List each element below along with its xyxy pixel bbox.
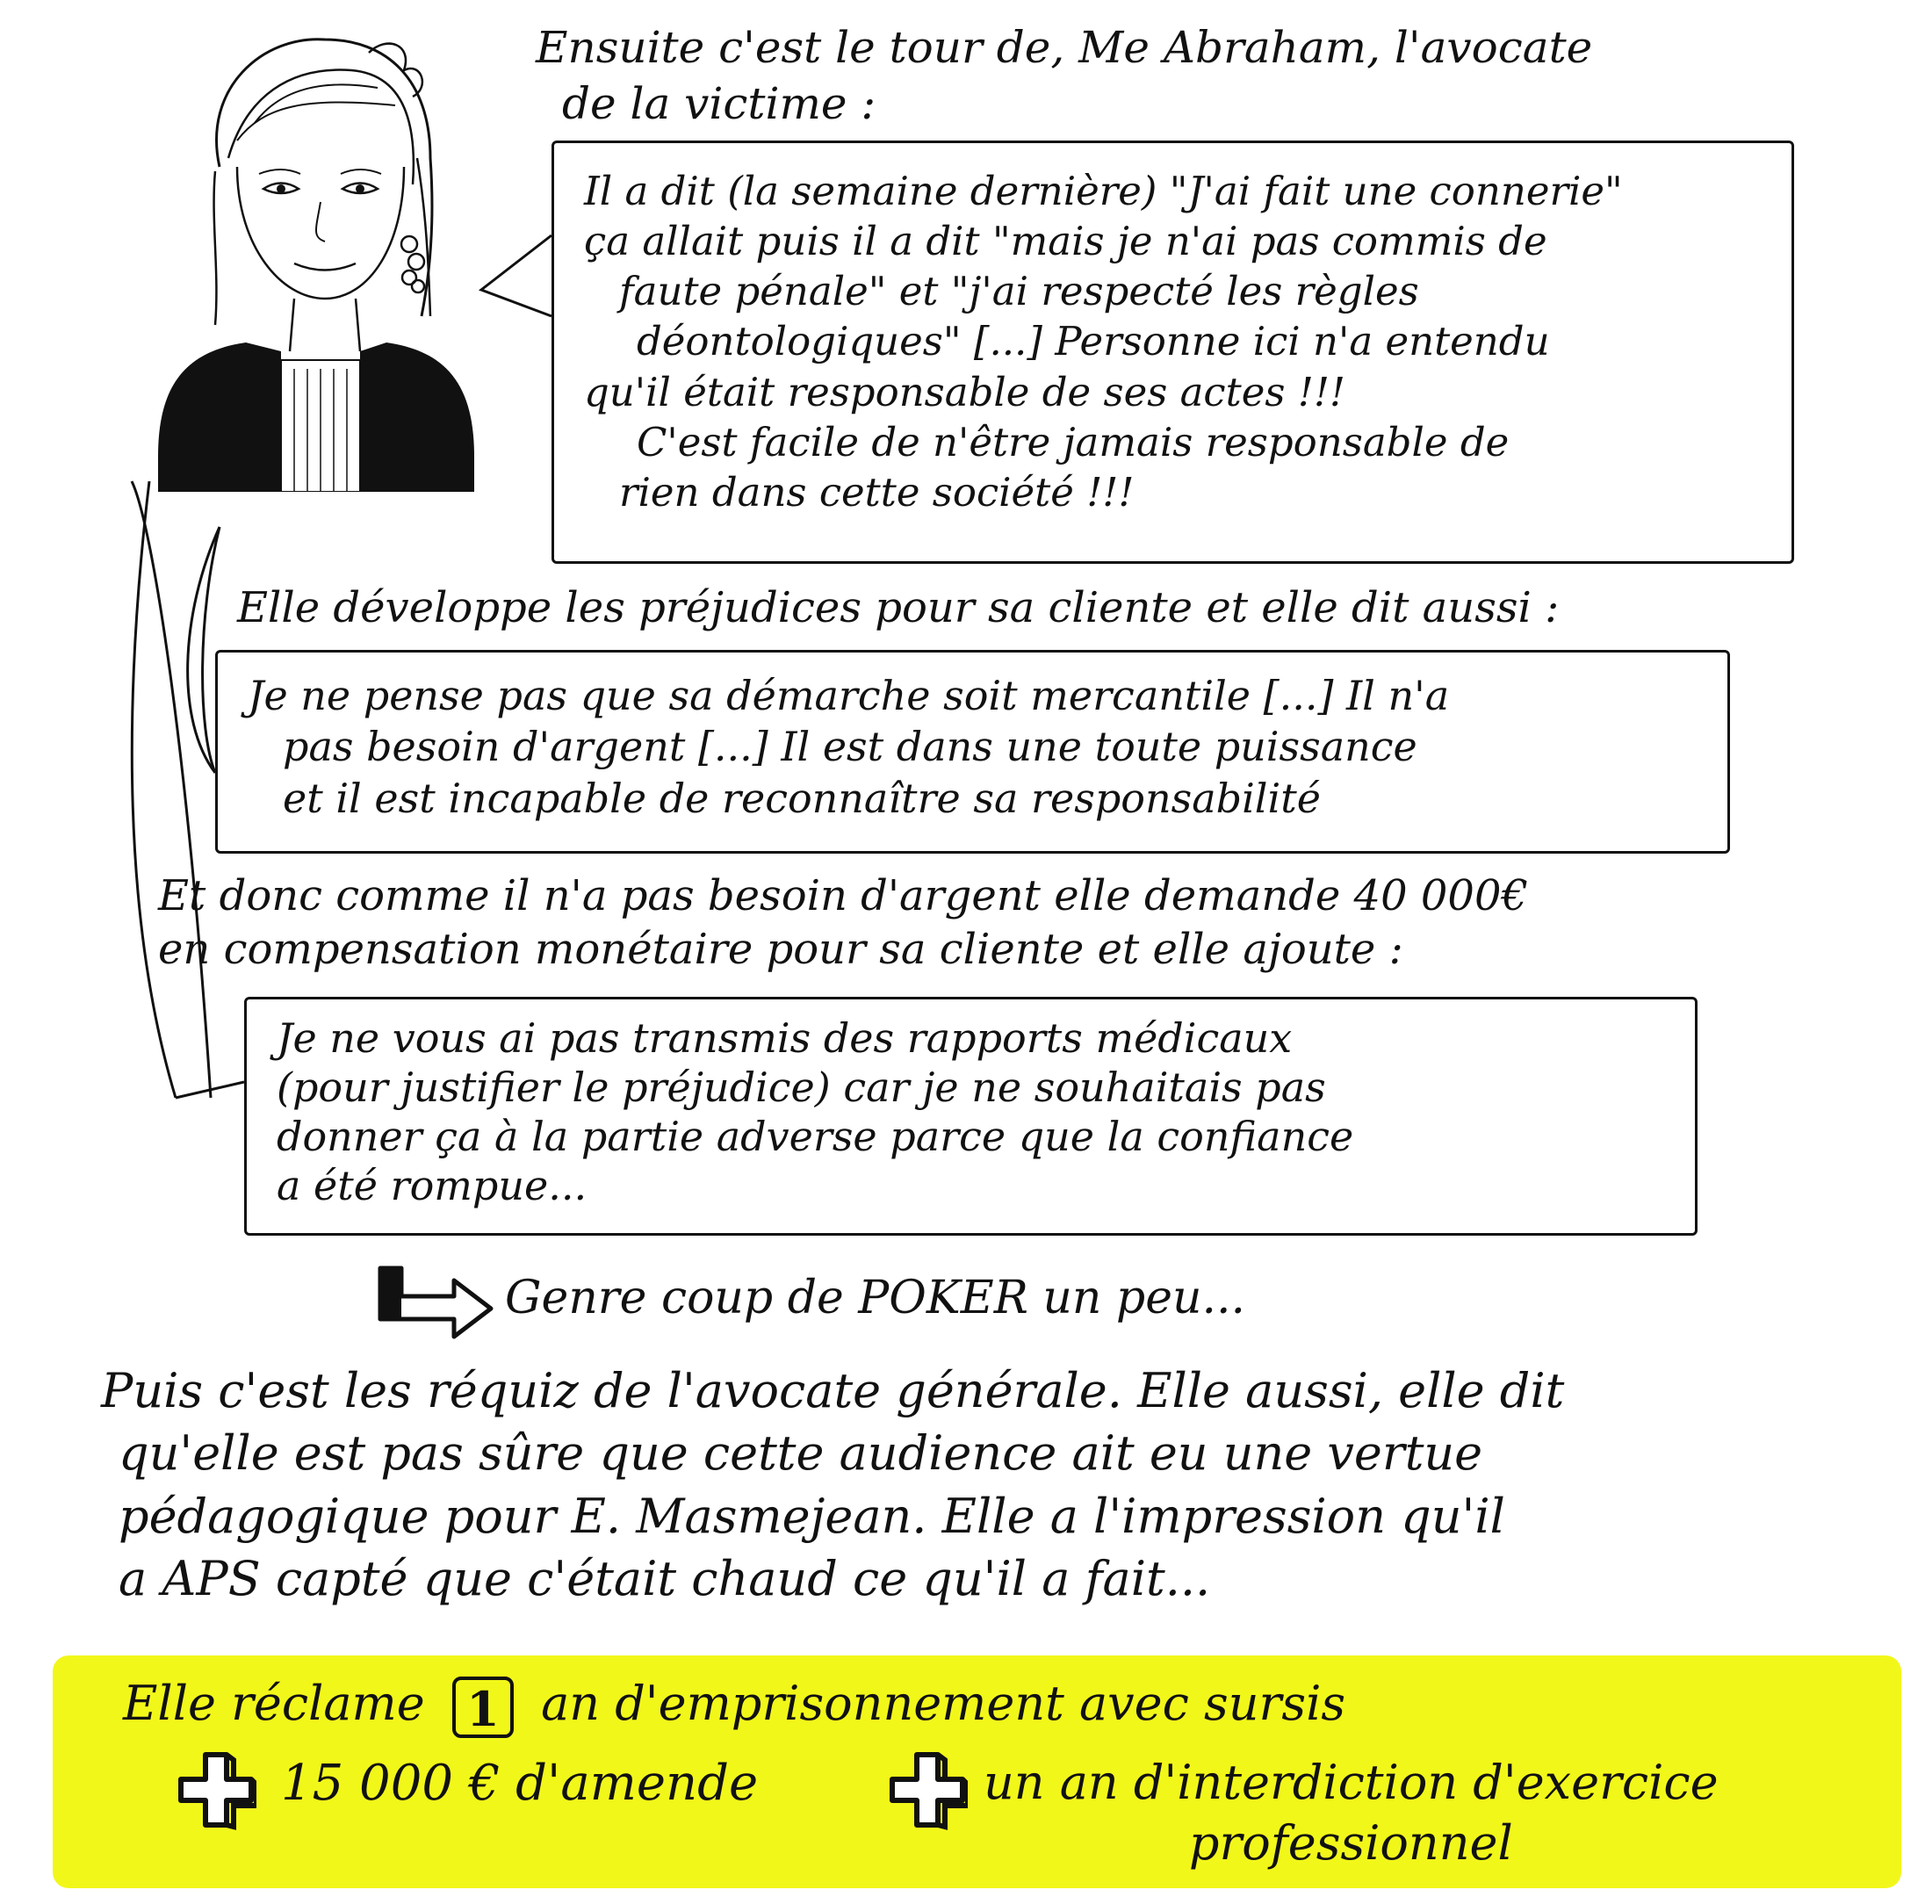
verdict-prison: an d'emprisonnement avec sursis [541, 1676, 1346, 1731]
verdict-ban [984, 1752, 1719, 1873]
intro-line-1: Ensuite c'est le tour de, Me Abraham, l'avocate [536, 22, 1593, 73]
narration-3-line-1: Et donc comme il n'a pas besoin d'argent elle demande 40 000€ [158, 871, 1529, 920]
verdict-fine [281, 1752, 758, 1815]
quote-3-line-1: Je ne vous ai pas transmis des rapports médicaux [277, 1014, 1293, 1062]
verdict-ban-line-1: un an d'interdiction d'exercice [984, 1755, 1719, 1810]
quote-1-line-4: déontologiques" [...] Personne ici n'a entendu [637, 318, 1550, 365]
quote-2-line-2: pas besoin d'argent [...] Il est dans une toute puissance [283, 723, 1417, 771]
intro-line-2: de la victime : [562, 78, 876, 129]
quote-1-line-3: faute pénale" et "j'ai respecté les règles [619, 268, 1419, 315]
quote-1-line-1: Il a dit (la semaine dernière) "J'ai fait une connerie" [584, 168, 1623, 214]
speech-box-mercantile [215, 650, 1730, 854]
narration-3-line-2: en compensation monétaire pour sa cliente et elle ajoute : [158, 925, 1403, 975]
lawyer-portrait-sketch [149, 18, 483, 492]
poker-aside-text: Genre coup de POKER un peu... [505, 1272, 1246, 1324]
quote-2-line-1: Je ne pense pas que sa démarche soit mercantile [...] Il n'a [248, 672, 1450, 719]
requisitions-paragraph [101, 1359, 1564, 1610]
quote-1-line-2: ça allait puis il a dit "mais je n'ai pas commis de [584, 218, 1547, 265]
speech-box-1-text [554, 143, 1791, 533]
intro-narration [536, 19, 1592, 132]
quote-2-line-3: et il est incapable de reconnaître sa responsabilité [283, 774, 1321, 822]
verdict-number-one: 1 [452, 1677, 514, 1738]
verdict-fine-text: 15 000 € d'amende [281, 1755, 759, 1812]
verdict-ban-line-2: professionnel [1188, 1815, 1513, 1872]
requisitions-line-1: Puis c'est les réquiz de l'avocate générale. Elle aussi, elle dit [101, 1363, 1565, 1418]
requisitions-line-2: qu'elle est pas sûre que cette audience ait eu une vertue [119, 1425, 1483, 1482]
poker-aside [505, 1269, 1245, 1328]
verdict-intro: Elle réclame [123, 1676, 425, 1731]
speech-box-medical-reports [244, 997, 1698, 1236]
plus-icon [887, 1749, 968, 1830]
quote-1-line-7: rien dans cette société !!! [619, 468, 1135, 516]
quote-3-line-3: donner ça à la partie adverse parce que la confiance [277, 1113, 1354, 1161]
bent-arrow-icon [373, 1265, 496, 1344]
narration-compensation [158, 869, 1528, 977]
narration-2-line: Elle développe les préjudices pour sa cliente et elle dit aussi : [237, 583, 1560, 632]
requisitions-line-4: a APS capté que c'était chaud ce qu'il a fait... [119, 1550, 1211, 1606]
verdict-line-1 [123, 1673, 1345, 1738]
plus-icon [176, 1749, 256, 1830]
narration-prejudices [237, 581, 1559, 635]
speech-box-victim-lawyer [551, 141, 1794, 564]
quote-1-line-6: C'est facile de n'être jamais responsable de [637, 418, 1510, 465]
quote-3-line-2: (pour justifier le préjudice) car je ne souhaitais pas [277, 1064, 1326, 1112]
speech-box-2-text [218, 653, 1727, 840]
quote-1-line-5: qu'il était responsable de ses actes !!! [584, 368, 1345, 415]
requisitions-line-3: pédagogique pour E. Masmejean. Elle a l'impression qu'il [119, 1488, 1505, 1544]
speech-box-3-text [247, 999, 1695, 1226]
quote-3-line-4: a été rompue... [277, 1162, 588, 1210]
